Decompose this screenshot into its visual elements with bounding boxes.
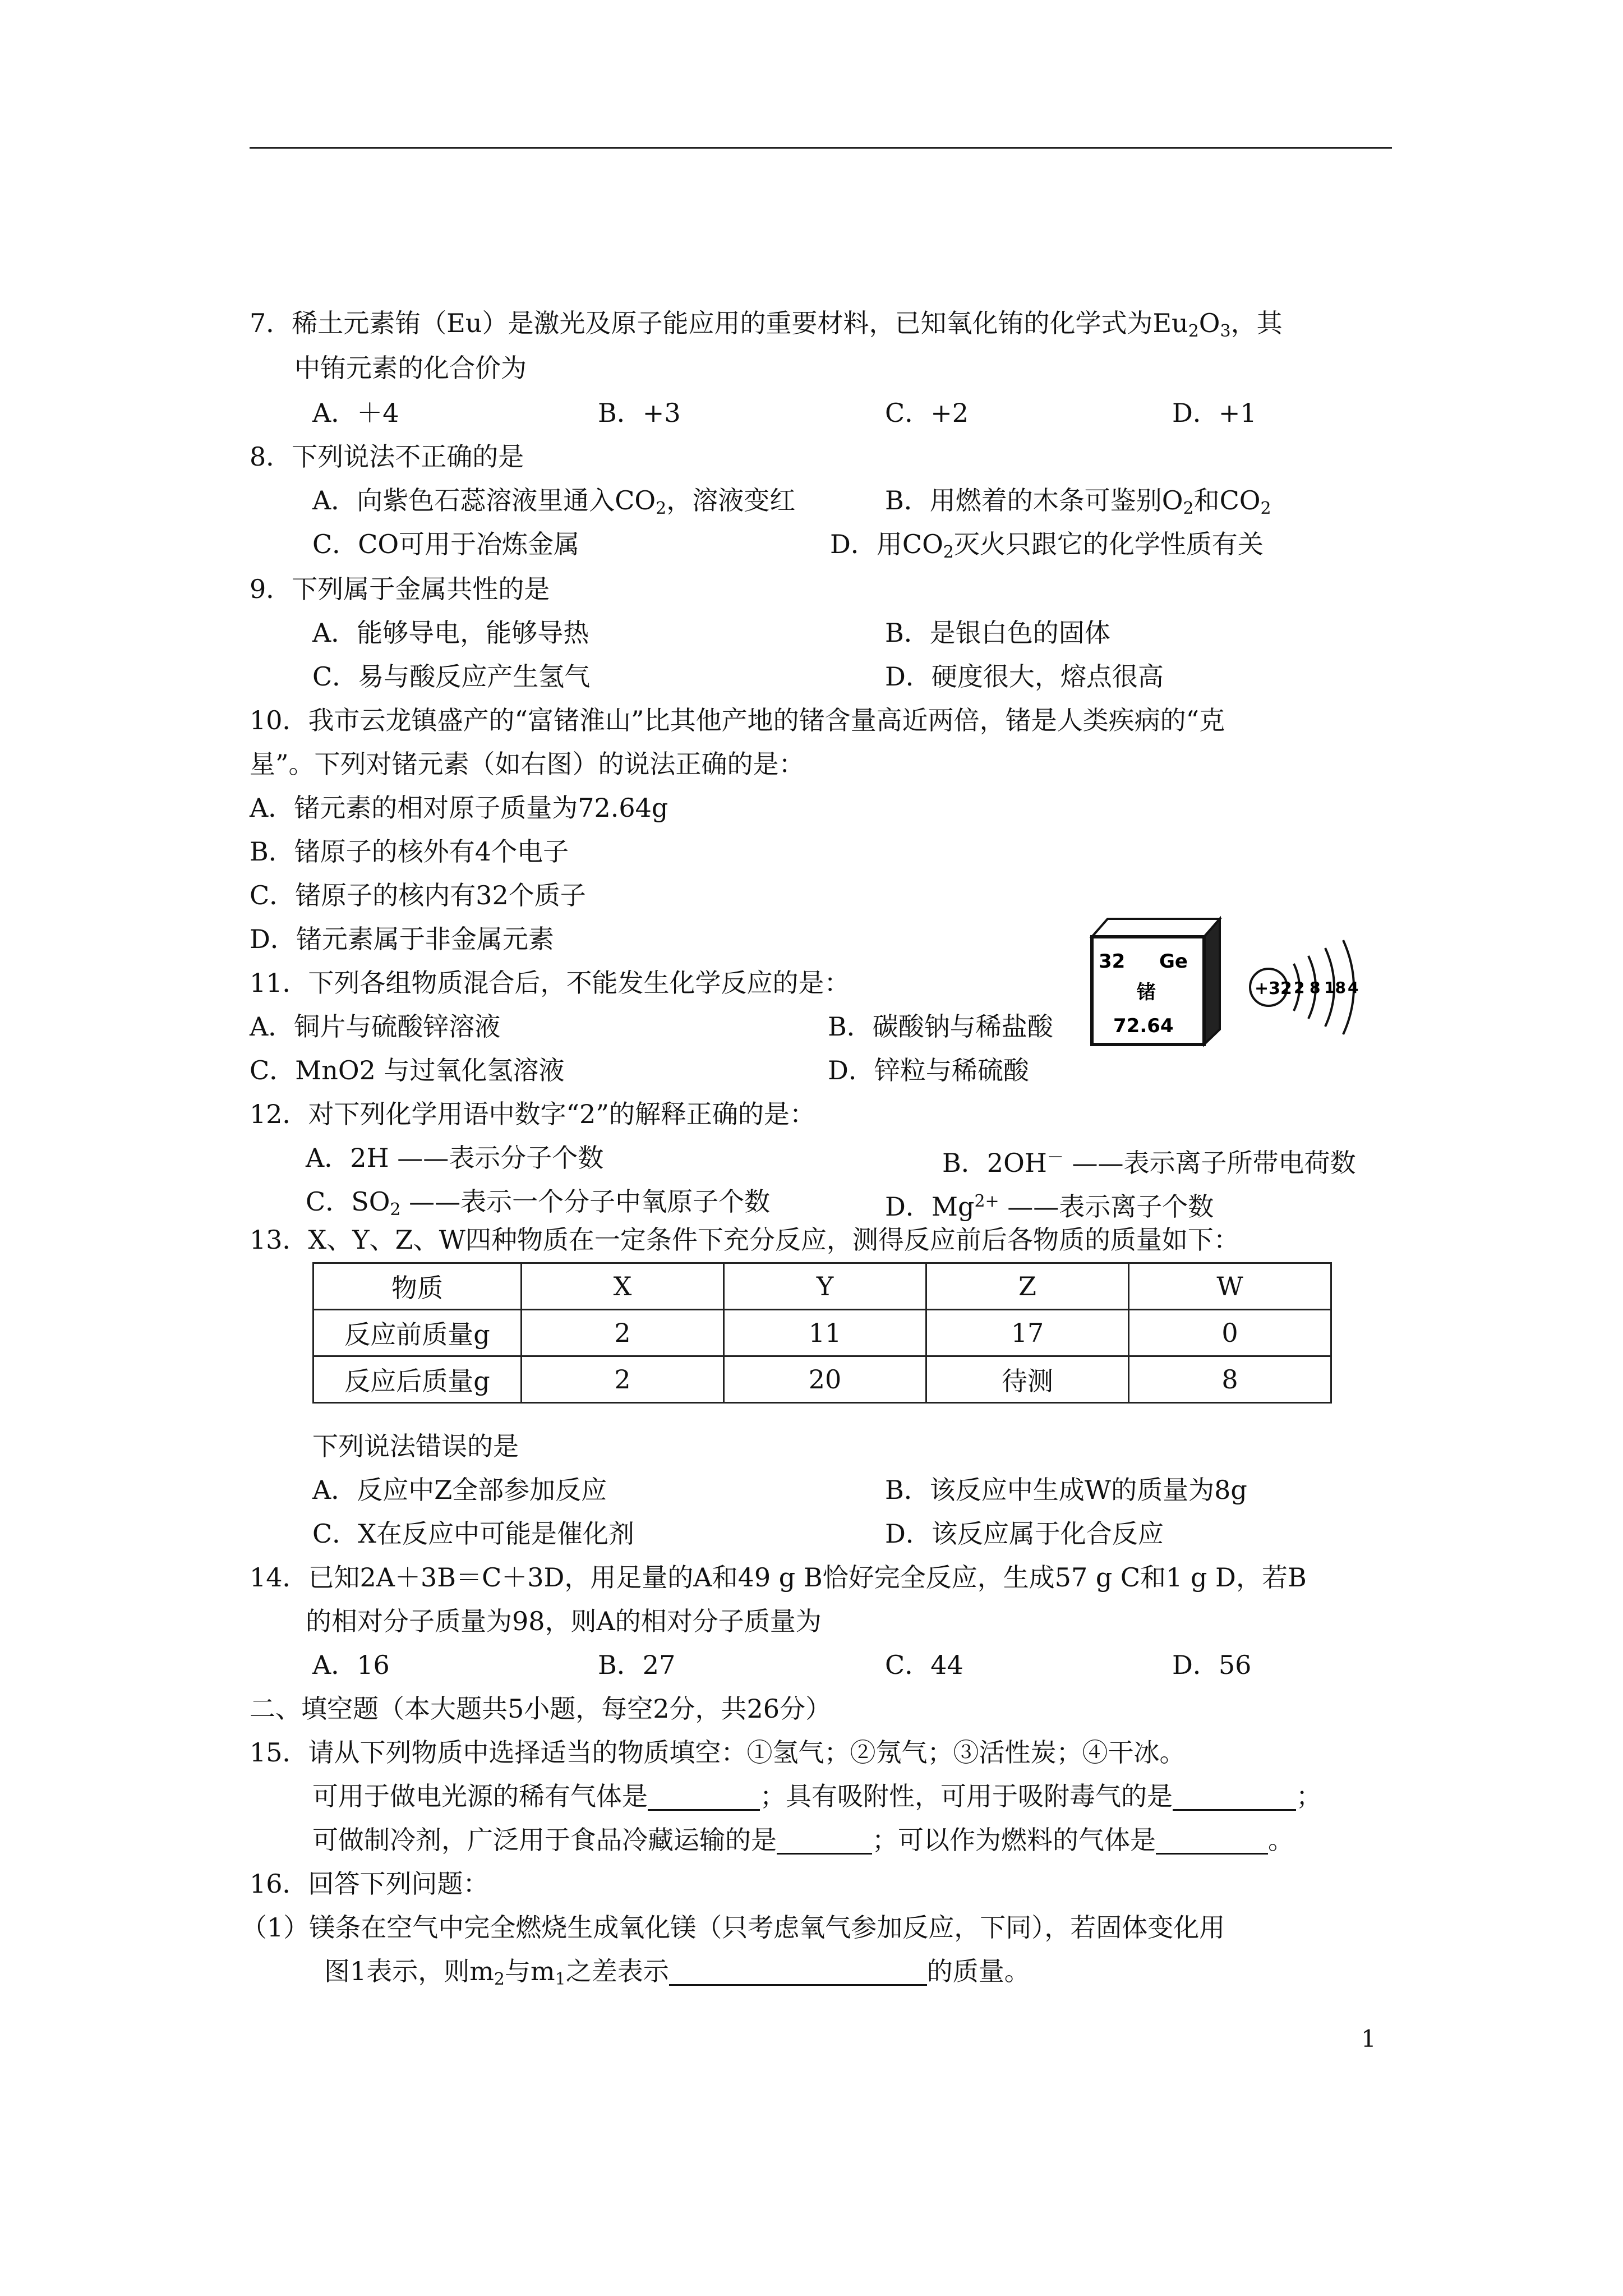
q8-option-b: B．用燃着的木条可鉴别$O_2$和$CO_2$ <box>885 485 1271 518</box>
q16-stem: 16．回答下列问题： <box>250 1869 489 1899</box>
table-cell: 17 <box>926 1310 1129 1356</box>
q14-option-c: C．44 <box>885 1650 963 1680</box>
q9-option-b: B．是银白色的固体 <box>885 618 1110 648</box>
shell-1-electrons: 2 <box>1294 978 1305 997</box>
germanium-figure <box>1085 914 1377 1049</box>
q15-line1: 可用于做电光源的稀有气体是 ；具有吸附性，可用于吸附毒气的是 ； <box>312 1781 1322 1811</box>
q11-option-d: D．锌粒与稀硫酸 <box>828 1055 1029 1085</box>
q13-option-d: D．该反应属于化合反应 <box>885 1519 1164 1549</box>
q14-option-d: D．56 <box>1172 1650 1252 1680</box>
table-cell: 反应前质量g <box>313 1310 522 1356</box>
answer-blank[interactable] <box>669 1957 927 1986</box>
q8-stem: 8．下列说法不正确的是 <box>250 441 524 472</box>
q7-option-c: C．+2 <box>885 398 969 428</box>
q15-line2: 可做制冷剂，广泛用于食品冷藏运输的是 ；可以作为燃料的气体是 。 <box>312 1825 1294 1855</box>
q12-stem: 12．对下列化学用语中数字“2”的解释正确的是： <box>250 1099 815 1129</box>
q7-option-b: B．+3 <box>598 398 681 428</box>
q14-option-a: A．16 <box>312 1650 390 1680</box>
q12-option-c: C．$SO_2$ ——表示一个分子中氧原子个数 <box>306 1186 771 1220</box>
table-header-row <box>313 1263 1331 1310</box>
table-cell: 反应后质量g <box>313 1356 522 1403</box>
page-number: 1 <box>1361 2025 1376 2053</box>
q8-option-d: D．用$CO_2$灭火只跟它的化学性质有关 <box>830 529 1264 562</box>
shell-3-electrons: 18 <box>1324 978 1346 997</box>
table-row <box>313 1310 1331 1356</box>
q7-stem-line2: 中铕元素的化合价为 <box>294 353 527 383</box>
q9-option-a: A．能够导电，能够导热 <box>312 618 589 648</box>
shell-2-electrons: 8 <box>1310 978 1321 997</box>
q14-option-b: B．27 <box>598 1650 676 1680</box>
element-mass: 72.64 <box>1113 1015 1174 1037</box>
q12-option-d: D．$Mg^{2+}$ ——表示离子个数 <box>885 1191 1214 1222</box>
q14-stem-line2: 的相对分子质量为98，则A的相对分子质量为 <box>306 1606 822 1636</box>
shell-4-electrons: 4 <box>1348 978 1359 997</box>
table-header-cell: 物质 <box>313 1263 522 1310</box>
q9-option-d: D．硬度很大，熔点很高 <box>885 661 1164 692</box>
table-cell: 待测 <box>926 1356 1129 1403</box>
q13-sub-question: 下列说法错误的是 <box>312 1431 519 1461</box>
table-cell: 11 <box>724 1310 926 1356</box>
table-cell: 20 <box>724 1356 926 1403</box>
answer-blank[interactable] <box>1173 1782 1296 1811</box>
q13-option-a: A．反应中Z全部参加反应 <box>312 1475 607 1505</box>
q12-option-a: A．2H ——表示分子个数 <box>306 1143 604 1173</box>
q7-stem-line1: 7．稀土元素铕（Eu）是激光及原子能应用的重要材料，已知氧化铕的化学式为$Eu_2O_3$，其 <box>250 308 1283 341</box>
q15-stem: 15．请从下列物质中选择适当的物质填空：①氢气；②氖气；③活性炭；④干冰。 <box>250 1737 1186 1768</box>
answer-blank[interactable] <box>648 1782 760 1811</box>
table-header-cell: X <box>522 1263 724 1310</box>
table-cell: 8 <box>1129 1356 1331 1403</box>
header-rule <box>250 147 1392 149</box>
q10-stem-line2: 星”。下列对锗元素（如右图）的说法正确的是： <box>250 749 805 779</box>
table-row <box>313 1356 1331 1403</box>
q10-option-a: A．锗元素的相对原子质量为72.64g <box>250 793 668 823</box>
table-header-cell: Z <box>926 1263 1129 1310</box>
q10-option-d: D．锗元素属于非金属元素 <box>250 924 554 954</box>
mass-table <box>312 1262 1332 1404</box>
nucleus-charge: +32 <box>1255 979 1292 999</box>
q11-stem: 11．下列各组物质混合后，不能发生化学反应的是： <box>250 968 850 998</box>
q11-option-b: B．碳酸钠与稀盐酸 <box>828 1011 1053 1042</box>
q16-part1-line1: （1）镁条在空气中完全燃烧生成氧化镁（只考虑氧气参加反应，下同），若固体变化用 <box>241 1912 1225 1943</box>
q10-option-b: B．锗原子的核外有4个电子 <box>250 836 569 867</box>
section-heading: 二、填空题（本大题共5小题，每空2分，共26分） <box>250 1694 832 1724</box>
answer-blank[interactable] <box>1156 1826 1268 1855</box>
q16-part1-line2: 图1表示，则$m_2$与$m_1$之差表示 的质量。 <box>324 1956 1030 1989</box>
element-name: 锗 <box>1137 981 1156 1004</box>
q11-option-c: C．MnO2 与过氧化氢溶液 <box>250 1055 565 1085</box>
table-cell: 2 <box>522 1356 724 1403</box>
q13-option-b: B．该反应中生成W的质量为8g <box>885 1475 1247 1505</box>
q13-option-c: C．X在反应中可能是催化剂 <box>312 1519 634 1549</box>
q8-option-a: A．向紫色石蕊溶液里通入$CO_2$，溶液变红 <box>312 485 796 518</box>
element-symbol: Ge <box>1159 950 1188 973</box>
q10-stem-line1: 10．我市云龙镇盛产的“富锗淮山”比其他产地的锗含量高近两倍，锗是人类疾病的“克 <box>250 705 1225 735</box>
q10-option-c: C．锗原子的核内有32个质子 <box>250 880 586 910</box>
table-cell: 0 <box>1129 1310 1331 1356</box>
q12-option-b: B．2OH－ ——表示离子所带电荷数 <box>942 1148 1356 1178</box>
q9-stem: 9．下列属于金属共性的是 <box>250 574 550 604</box>
q8-option-c: C．CO可用于冶炼金属 <box>312 529 580 559</box>
q7-option-d: D．+1 <box>1172 398 1257 428</box>
q13-stem: 13．X、Y、Z、W四种物质在一定条件下充分反应，测得反应前后各物质的质量如下： <box>250 1225 1239 1255</box>
table-header-cell: W <box>1129 1263 1331 1310</box>
element-number: 32 <box>1099 950 1126 973</box>
table-header-cell: Y <box>724 1263 926 1310</box>
q14-stem-line1: 14．已知2A＋3B＝C＋3D，用足量的A和49 g B恰好完全反应，生成57 g C和1 g D，若B <box>250 1562 1307 1593</box>
q9-option-c: C．易与酸反应产生氢气 <box>312 661 591 692</box>
q7-option-a: A．＋4 <box>312 398 399 428</box>
germanium-diagram <box>1085 914 1377 1049</box>
answer-blank[interactable] <box>777 1826 872 1855</box>
q11-option-a: A．铜片与硫酸锌溶液 <box>250 1011 501 1042</box>
table-cell: 2 <box>522 1310 724 1356</box>
